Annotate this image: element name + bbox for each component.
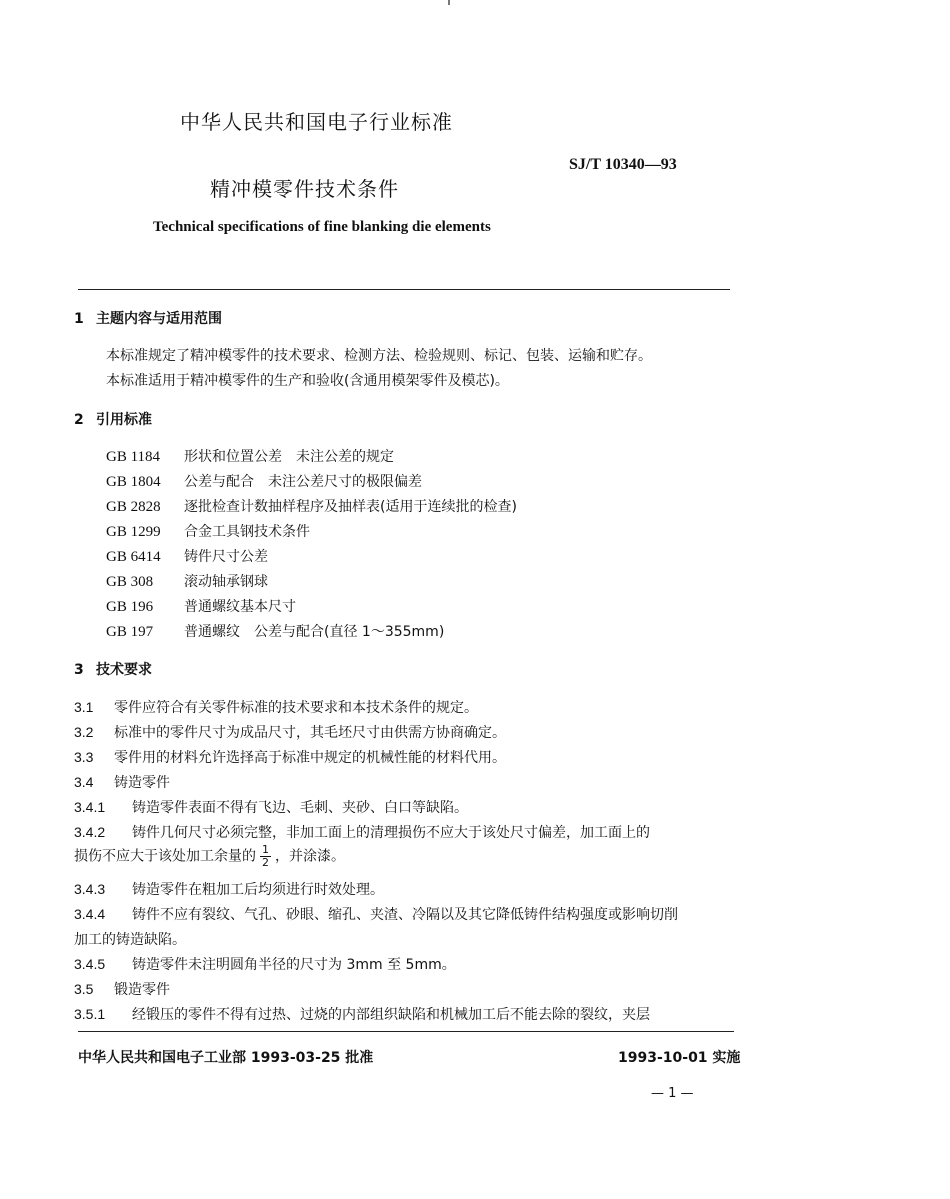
clause-number: 3.5 xyxy=(74,981,94,997)
clause-continuation xyxy=(74,929,186,949)
reference-code: GB 308 xyxy=(106,574,154,590)
reference-title: 公差与配合 未注公差尺寸的极限偏差 xyxy=(184,474,422,490)
approval-note: 中华人民共和国电子工业部 1993-03-25 批准 xyxy=(78,1050,374,1066)
clause xyxy=(74,979,170,999)
scan-mark xyxy=(448,0,450,5)
reference-item xyxy=(106,471,422,491)
clause-text: 铸造零件未注明圆角半径的尺寸为 3mm 至 5mm。 xyxy=(132,957,456,973)
reference-code: GB 196 xyxy=(106,599,154,615)
clause-text: 铸件几何尺寸必须完整，非加工面上的清理损伤不应大于该处尺寸偏差，加工面上的 xyxy=(132,825,650,841)
section-heading xyxy=(74,409,152,429)
clause-number: 3.4.1 xyxy=(74,799,106,815)
section-title: 主题内容与适用范围 xyxy=(96,311,222,327)
clause-number: 3.1 xyxy=(74,699,94,715)
reference-title: 铸件尺寸公差 xyxy=(184,549,268,565)
reference-title: 逐批检查计数抽样程序及抽样表(适用于连续批的检查) xyxy=(184,499,517,515)
reference-item xyxy=(106,496,517,516)
clause-text: 铸造零件 xyxy=(114,775,170,791)
fraction xyxy=(260,844,271,869)
standard-number: SJ/T 10340—93 xyxy=(569,156,677,173)
reference-title: 合金工具钢技术条件 xyxy=(184,524,310,540)
clause xyxy=(74,879,384,899)
implementation-date: 1993-10-01 实施 xyxy=(618,1050,741,1066)
clause-text: 损伤不应大于该处加工余量的 xyxy=(74,848,256,865)
reference-code: GB 6414 xyxy=(106,549,161,565)
clause-number: 3.3 xyxy=(74,749,94,765)
document-title-english: Technical specifications of fine blanking die elements xyxy=(153,219,491,235)
reference-code: GB 1804 xyxy=(106,474,161,490)
clause-number: 3.4 xyxy=(74,774,94,790)
clause xyxy=(74,747,506,767)
reference-item xyxy=(106,596,296,616)
reference-item xyxy=(106,621,444,641)
section-title: 技术要求 xyxy=(96,662,152,678)
section-heading xyxy=(74,659,152,679)
reference-item xyxy=(106,571,268,591)
reference-item xyxy=(106,521,310,541)
clause-text: 经锻压的零件不得有过热、过烧的内部组织缺陷和机械加工后不能去除的裂纹，夹层 xyxy=(132,1007,650,1023)
clause xyxy=(74,697,478,717)
section-number: 2 xyxy=(74,412,84,428)
clause xyxy=(74,1004,650,1024)
fraction-numerator: 1 xyxy=(262,843,269,856)
clause-text: 锻造零件 xyxy=(114,982,170,998)
clause xyxy=(74,722,506,742)
reference-title: 形状和位置公差 未注公差的规定 xyxy=(184,449,394,465)
reference-code: GB 2828 xyxy=(106,499,161,515)
footer-divider xyxy=(78,1031,734,1032)
reference-title: 滚动轴承钢球 xyxy=(184,574,268,590)
clause-text: 零件应符合有关零件标准的技术要求和本技术条件的规定。 xyxy=(114,700,478,716)
reference-item xyxy=(106,546,268,566)
clause xyxy=(74,797,468,817)
clause-text: ，并涂漆。 xyxy=(275,848,345,865)
clause-number: 3.5.1 xyxy=(74,1006,106,1022)
clause xyxy=(74,822,650,842)
paragraph: 本标准规定了精冲模零件的技术要求、检测方法、检验规则、标记、包装、运输和贮存。 xyxy=(106,348,652,364)
reference-code: GB 197 xyxy=(106,624,154,640)
clause xyxy=(74,904,678,924)
header-divider xyxy=(78,289,730,290)
clause-text: 铸造零件在粗加工后均须进行时效处理。 xyxy=(132,882,384,898)
paragraph: 本标准适用于精冲模零件的生产和验收(含通用模架零件及模芯)。 xyxy=(106,373,509,389)
document-title-chinese: 精冲模零件技术条件 xyxy=(210,177,399,201)
clause-number: 3.2 xyxy=(74,724,94,740)
reference-title: 普通螺纹基本尺寸 xyxy=(184,599,296,615)
reference-code: GB 1184 xyxy=(106,449,161,465)
page-number: — 1 — xyxy=(651,1086,694,1101)
clause-text: 铸件不应有裂纹、气孔、砂眼、缩孔、夹渣、冷隔以及其它降低铸件结构强度或影响切削 xyxy=(132,907,678,923)
section-number: 1 xyxy=(74,311,84,327)
clause xyxy=(74,954,456,974)
clause-number: 3.4.3 xyxy=(74,881,106,897)
clause-text: 加工的铸造缺陷。 xyxy=(74,932,186,948)
issuing-organization: 中华人民共和国电子行业标准 xyxy=(180,110,453,134)
clause xyxy=(74,772,170,792)
clause-text: 标准中的零件尺寸为成品尺寸，其毛坯尺寸由供需方协商确定。 xyxy=(114,725,506,741)
section-title: 引用标准 xyxy=(96,412,152,428)
fraction-denominator: 2 xyxy=(262,856,269,869)
clause-text: 零件用的材料允许选择高于标准中规定的机械性能的材料代用。 xyxy=(114,750,506,766)
reference-title: 普通螺纹 公差与配合(直径 1～355mm) xyxy=(184,624,445,640)
clause-number: 3.4.4 xyxy=(74,906,106,922)
reference-code: GB 1299 xyxy=(106,524,161,540)
section-number: 3 xyxy=(74,662,84,678)
clause-number: 3.4.5 xyxy=(74,956,106,972)
clause-text: 铸造零件表面不得有飞边、毛刺、夹砂、白口等缺陷。 xyxy=(132,800,468,816)
clause-continuation xyxy=(74,844,345,869)
clause-number: 3.4.2 xyxy=(74,824,106,840)
section-heading xyxy=(74,308,222,328)
reference-item xyxy=(106,446,394,466)
